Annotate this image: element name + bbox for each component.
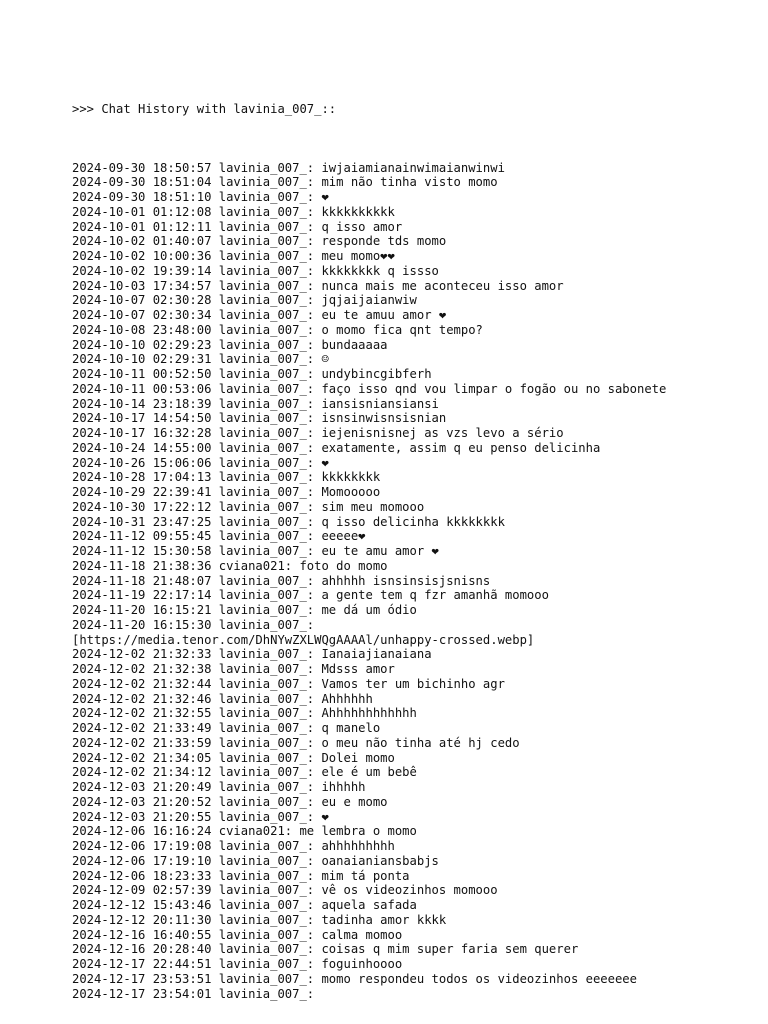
message-line: 2024-10-30 17:22:12 lavinia_007_: sim meu momooo	[72, 499, 425, 514]
message-line: 2024-12-02 21:32:38 lavinia_007_: Mdsss amor	[72, 662, 395, 676]
message-line: 2024-10-11 00:53:06 lavinia_007_: faço isso qnd vou limpar o fogão ou no sabonete	[72, 381, 667, 396]
message-line: 2024-12-02 21:34:12 lavinia_007_: ele é um bebê	[72, 765, 417, 780]
message-line: 2024-10-10 02:29:31 lavinia_007_: ☺	[72, 352, 329, 367]
message-line: 2024-12-16 16:40:55 lavinia_007_: calma momoo	[72, 927, 403, 942]
message-line: 2024-10-02 19:39:14 lavinia_007_: kkkkkkkk q issso	[72, 263, 439, 278]
message-line: 2024-12-02 21:32:44 lavinia_007_: Vamos ter um bichinho agr	[72, 676, 505, 691]
message-line: 2024-12-02 21:32:46 lavinia_007_: Ahhhhhh	[72, 691, 373, 706]
message-line: 2024-10-07 02:30:34 lavinia_007_: eu te amuu amor ❤	[72, 308, 447, 322]
message-line: 2024-10-17 14:54:50 lavinia_007_: isnsinwisnsisnian	[72, 411, 447, 426]
message-line: 2024-12-02 21:32:55 lavinia_007_: Ahhhhhhhhhhhh	[72, 706, 417, 721]
message-line: 2024-09-30 18:51:10 lavinia_007_: ❤	[72, 190, 329, 204]
message-line: 2024-12-06 18:23:33 lavinia_007_: mim tá ponta	[72, 868, 410, 883]
message-line: 2024-12-12 15:43:46 lavinia_007_: aquela safada	[72, 898, 417, 912]
message-line: 2024-11-12 15:30:58 lavinia_007_: eu te amu amor ❤	[72, 544, 439, 558]
message-line: 2024-12-02 21:33:49 lavinia_007_: q manelo	[72, 721, 381, 735]
message-line: 2024-10-01 01:12:11 lavinia_007_: q isso amor	[72, 219, 403, 234]
message-line: 2024-12-17 22:44:51 lavinia_007_: foguinhoooo	[72, 957, 403, 971]
message-line: 2024-10-29 22:39:41 lavinia_007_: Momooooo	[72, 485, 381, 499]
message-line: 2024-12-02 21:33:59 lavinia_007_: o meu não tinha até hj cedo	[72, 735, 520, 750]
message-line: 2024-12-03 21:20:55 lavinia_007_: ❤	[72, 809, 329, 824]
message-line: 2024-10-07 02:30:28 lavinia_007_: jqjaijaianwiw	[72, 293, 417, 308]
message-line: 2024-10-17 16:32:28 lavinia_007_: iejenisnisnej as vzs levo a sério	[72, 426, 564, 440]
message-line: 2024-10-03 17:34:57 lavinia_007_: nunca mais me aconteceu isso amor	[72, 278, 564, 293]
message-line: 2024-10-28 17:04:13 lavinia_007_: kkkkkkkk	[72, 470, 381, 485]
message-line: 2024-09-30 18:50:57 lavinia_007_: iwjaiamianainwimaianwinwi	[72, 160, 505, 175]
chat-history-document	[72, 72, 752, 1016]
message-line: 2024-12-02 21:32:33 lavinia_007_: Ianaiajianaiana	[72, 647, 432, 662]
message-line: 2024-11-18 21:48:07 lavinia_007_: ahhhhh isnsinsisjsnisns	[72, 573, 491, 588]
message-line: 2024-10-24 14:55:00 lavinia_007_: exatamente, assim q eu penso delicinha	[72, 440, 601, 455]
message-line: 2024-12-03 21:20:52 lavinia_007_: eu e momo	[72, 794, 388, 809]
message-line: 2024-10-02 01:40:07 lavinia_007_: responde tds momo	[72, 234, 447, 249]
message-line: 2024-11-12 09:55:45 lavinia_007_: eeeee❤	[72, 529, 366, 544]
message-line: 2024-12-06 17:19:08 lavinia_007_: ahhhhhhhhh	[72, 839, 395, 853]
message-line: 2024-12-06 16:16:24 cviana021: me lembra o momo	[72, 824, 417, 839]
message-line: 2024-12-06 17:19:10 lavinia_007_: oanaianiansbabjs	[72, 853, 439, 868]
message-line: 2024-11-18 21:38:36 cviana021: foto do momo	[72, 558, 388, 573]
message-line: 2024-10-31 23:47:25 lavinia_007_: q isso delicinha kkkkkkkk	[72, 514, 505, 529]
message-line: 2024-10-11 00:52:50 lavinia_007_: undybincgibferh	[72, 367, 432, 381]
message-line: 2024-12-03 21:20:49 lavinia_007_: ihhhhh	[72, 780, 366, 794]
chat-history-title: >>> Chat History with lavinia_007_::	[72, 101, 337, 116]
message-line: 2024-11-19 22:17:14 lavinia_007_: a gente tem q fzr amanhã momooo	[72, 588, 549, 603]
message-line: 2024-12-02 21:34:05 lavinia_007_: Dolei momo	[72, 750, 395, 765]
message-line: 2024-09-30 18:51:04 lavinia_007_: mim não tinha visto momo	[72, 175, 498, 190]
message-line: 2024-10-02 10:00:36 lavinia_007_: meu momo❤❤	[72, 249, 395, 263]
message-line: 2024-12-09 02:57:39 lavinia_007_: vê os videozinhos momooo	[72, 883, 498, 898]
message-line: 2024-11-20 16:15:30 lavinia_007_:	[72, 617, 315, 632]
message-line: 2024-11-20 16:15:21 lavinia_007_: me dá um ódio	[72, 603, 417, 617]
message-line: 2024-10-08 23:48:00 lavinia_007_: o momo fica qnt tempo?	[72, 322, 483, 337]
message-line: 2024-10-10 02:29:23 lavinia_007_: bundaaaaa	[72, 337, 388, 352]
message-line: 2024-12-16 20:28:40 lavinia_007_: coisas q mim super faria sem querer	[72, 942, 579, 957]
message-line: 2024-10-14 23:18:39 lavinia_007_: iansisniansiansi	[72, 396, 439, 411]
message-line: 2024-10-26 15:06:06 lavinia_007_: ❤	[72, 455, 329, 470]
message-line: 2024-12-17 23:53:51 lavinia_007_: momo respondeu todos os videozinhos eeeeeee	[72, 971, 637, 986]
message-line: 2024-10-01 01:12:08 lavinia_007_: kkkkkkkkkk	[72, 204, 395, 219]
message-line: [https://media.tenor.com/DhNYwZXLWQgAAAAl/unhappy-crossed.webp]	[72, 632, 535, 647]
message-list	[72, 161, 752, 1002]
message-line: 2024-12-12 20:11:30 lavinia_007_: tadinha amor kkkk	[72, 912, 447, 927]
message-line: 2024-12-17 23:54:01 lavinia_007_:	[72, 986, 315, 1001]
